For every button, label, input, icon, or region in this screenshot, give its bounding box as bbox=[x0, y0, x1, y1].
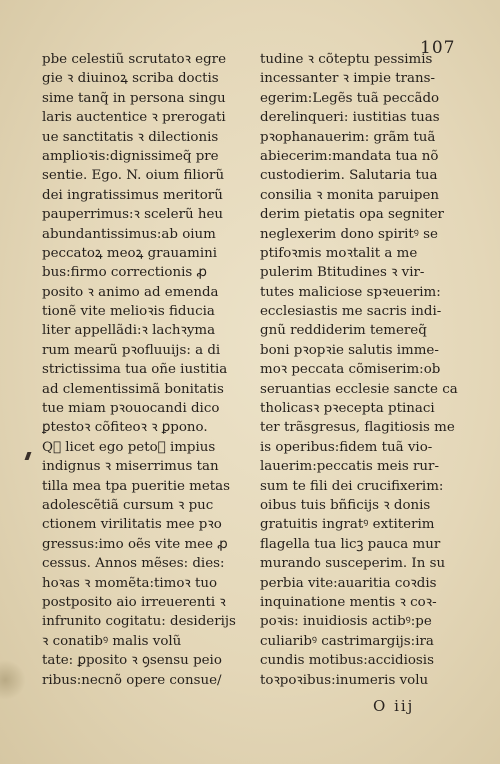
text-line: is operibus:fidem tuã vio- bbox=[260, 439, 433, 455]
text-line: indignus ꝛ miserrimus tan bbox=[42, 459, 219, 475]
page-stain bbox=[0, 660, 26, 700]
page-number: 107 bbox=[420, 38, 456, 58]
text-line: adolescẽtiã cursum ꝛ puc bbox=[42, 497, 214, 513]
signature-mark: O iij bbox=[373, 697, 415, 715]
text-line: oibus tuis bñficijs ꝛ donis bbox=[260, 497, 431, 513]
text-line: peccatoꝝ meoꝝ grauamini bbox=[42, 245, 218, 261]
text-line: ctionem virilitatis mee pꝛo bbox=[42, 517, 222, 533]
right-text-column bbox=[260, 50, 465, 690]
text-line: cundis motibus:accidiosis bbox=[260, 653, 434, 669]
text-line: boni pꝛopꝛie salutis imme- bbox=[260, 342, 439, 358]
text-line: ue sanctitatis ꝛ dilectionis bbox=[42, 129, 219, 145]
text-line: pꝛophanauerim: grãm tuã bbox=[260, 129, 436, 145]
text-line: tue miam pꝛouocandi dico bbox=[42, 401, 220, 417]
text-line: tate: ꝑposito ꝛ ꝯsensu peio bbox=[42, 653, 222, 669]
text-line: toꝛpoꝛibus:inumeris volu bbox=[260, 672, 429, 688]
text-line: dei ingratissimus meritorũ bbox=[42, 187, 223, 203]
text-line: sentie. Ego. N. oium filiorũ bbox=[42, 168, 225, 184]
text-line: flagella tua licꝫ pauca mur bbox=[260, 536, 441, 552]
text-line: culiaribꝰ castrimargijs:ira bbox=[260, 633, 434, 649]
text-line: sum te fili dei crucifixerim: bbox=[260, 478, 444, 494]
text-line: posito ꝛ animo ad emenda bbox=[42, 284, 219, 300]
text-line: consilia ꝛ monita paruipen bbox=[260, 187, 440, 203]
text-line: poꝛis: inuidiosis actibꝰ:pe bbox=[260, 614, 432, 630]
text-line: sime tanq̃ in persona singu bbox=[42, 90, 226, 106]
text-line: ꝛ conatibꝰ malis volũ bbox=[42, 633, 182, 649]
text-line: incessanter ꝛ impie trans- bbox=[260, 71, 436, 87]
text-line: moꝛ peccata cõmiserim:ob bbox=[260, 362, 441, 378]
margin-mark bbox=[25, 452, 32, 460]
text-line: ecclesiastis me sacris indi- bbox=[260, 304, 442, 320]
text-line: ad clementissimã bonitatis bbox=[42, 381, 224, 397]
text-line: tutes maliciose spꝛeuerim: bbox=[260, 284, 441, 300]
text-line: gie ꝛ diuinoꝝ scriba doctis bbox=[42, 71, 219, 87]
text-line: tilla mea tpa pueritie metas bbox=[42, 478, 231, 494]
text-line: bus:firmo correctionis ꝓ bbox=[42, 265, 207, 281]
text-line: rum mearũ pꝛofluuijs: a di bbox=[42, 342, 221, 358]
text-line: pbe celestiũ scrutatoꝛ egre bbox=[42, 52, 227, 67]
text-line: tionẽ vite melioꝛis fiducia bbox=[42, 304, 215, 320]
text-line: abundantissimus:ab oium bbox=[42, 226, 216, 242]
text-line: murando susceperim. In su bbox=[260, 556, 446, 572]
left-text-column bbox=[42, 50, 254, 690]
text-line: Qᷓ licet ego petoꝛ impius bbox=[42, 439, 216, 455]
text-line: custodierim. Salutaria tua bbox=[260, 168, 438, 184]
text-line: liter appellãdi:ꝛ lachꝛyma bbox=[42, 323, 216, 339]
text-line: pauperrimus:ꝛ scelerũ heu bbox=[42, 207, 224, 223]
text-line: perbia vite:auaritia coꝛdis bbox=[260, 575, 437, 591]
text-line: hoꝛas ꝛ momẽta:timoꝛ tuo bbox=[42, 575, 218, 591]
text-line: tholicasꝛ pꝛecepta ptinaci bbox=[260, 401, 435, 417]
text-line: amplioꝛis:dignissimeq̃ pre bbox=[42, 148, 219, 164]
text-line: gressus:imo oẽs vite mee ꝓ bbox=[42, 536, 228, 552]
text-line: laris auctentice ꝛ prerogati bbox=[42, 110, 226, 126]
text-line: neglexerim dono spiritꝰ se bbox=[260, 226, 438, 242]
text-line: ribus:necnõ opere consue/ bbox=[42, 672, 222, 688]
text-line: gratuitis ingratꝰ extiterim bbox=[260, 517, 435, 533]
text-line: pulerim Btitudines ꝛ vir- bbox=[260, 265, 425, 281]
text-line: infrunito cogitatu: desiderijs bbox=[42, 614, 236, 630]
text-line: tudine ꝛ cõteptu pessimis bbox=[260, 52, 433, 67]
text-line: abiecerim:mandata tua nõ bbox=[260, 148, 439, 164]
text-line: seruantias ecclesie sancte ca bbox=[260, 381, 458, 397]
text-line: ꝑtestoꝛ cõfiteoꝛ ꝛ ꝑpono. bbox=[42, 420, 208, 436]
text-line: cessus. Annos mẽses: dies: bbox=[42, 556, 225, 572]
text-line: inquinatione mentis ꝛ coꝛ- bbox=[260, 594, 437, 610]
text-line: strictissima tua oñe iustitia bbox=[42, 362, 228, 378]
text-line: derim pietatis opa segniter bbox=[260, 207, 444, 223]
text-line: ter trãsgresus, flagitiosis me bbox=[260, 420, 455, 436]
text-line: postposito aio irreuerenti ꝛ bbox=[42, 594, 226, 610]
text-line: gnũ reddiderim temereq̃ bbox=[260, 323, 427, 339]
text-line: derelinqueri: iustitias tuas bbox=[260, 110, 440, 126]
text-line: egerim:Legẽs tuã peccãdo bbox=[260, 90, 440, 106]
text-line: lauerim:peccatis meis rur- bbox=[260, 459, 439, 475]
text-line: ptifoꝛmis moꝛtalit a me bbox=[260, 245, 418, 261]
